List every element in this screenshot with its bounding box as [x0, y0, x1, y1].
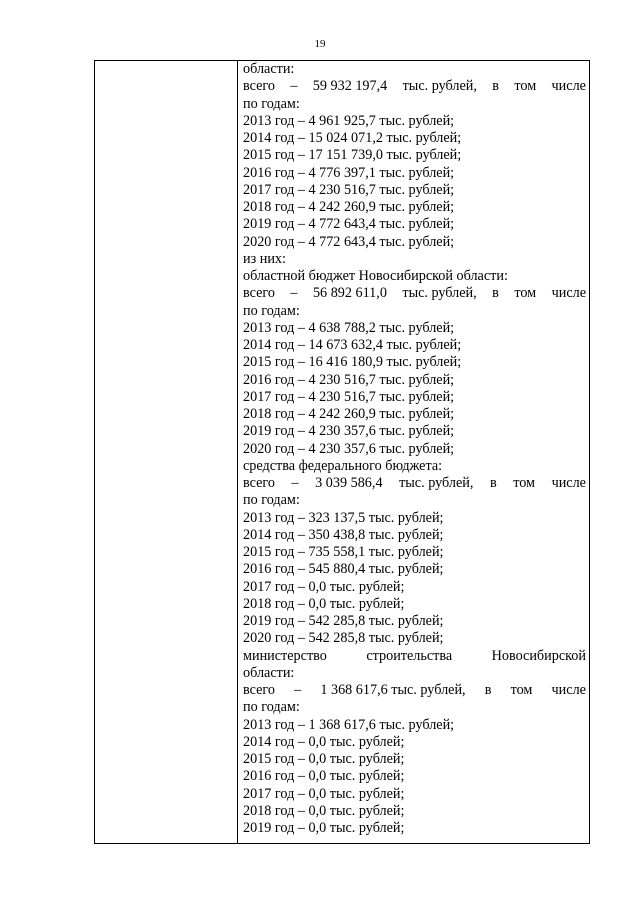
text-line: области: — [243, 664, 295, 681]
text-word: числе — [551, 78, 586, 95]
text-word: числе — [551, 475, 586, 491]
text-line: 2015 год – 16 416 180,9 тыс. рублей; — [243, 354, 462, 371]
text-word: том — [513, 475, 536, 491]
text-word: 1 368 617,6 тыс. рублей, — [320, 682, 466, 698]
text-word: в — [492, 285, 499, 302]
text-word: Новосибирской — [491, 647, 586, 664]
text-line: 2015 год – 17 151 739,0 тыс. рублей; — [243, 147, 462, 164]
text-word: том — [514, 78, 537, 95]
text-word: в — [484, 682, 492, 698]
text-line: по годам: — [243, 492, 300, 509]
text-line: средства федерального бюджета: — [243, 457, 443, 474]
text-word: – — [294, 682, 302, 698]
text-line: областной бюджет Новосибирской области: — [243, 268, 508, 284]
text-line: 2014 год – 350 438,8 тыс. рублей; — [243, 526, 444, 543]
text-line: 2018 год – 0,0 тыс. рублей; — [243, 595, 405, 612]
text-word: всего — [243, 285, 275, 302]
text-line: 2019 год – 4 772 643,4 тыс. рублей; — [243, 216, 455, 233]
text-word: тыс. рублей, — [399, 475, 474, 491]
text-line: 2016 год – 0,0 тыс. рублей; — [243, 768, 405, 785]
text-line: 2016 год – 4 230 516,7 тыс. рублей; — [243, 371, 455, 388]
text-line: 2013 год – 4 961 925,7 тыс. рублей; — [243, 112, 455, 129]
text-word: всего — [243, 78, 275, 95]
text-line: 2014 год – 15 024 071,2 тыс. рублей; — [243, 130, 462, 146]
text-line — [243, 78, 586, 95]
text-line: 2013 год – 1 368 617,6 тыс. рублей; — [243, 716, 455, 733]
text-word: – — [291, 475, 299, 491]
text-line: области: — [243, 61, 295, 77]
text-word: – — [290, 285, 298, 302]
text-word: всего — [243, 475, 275, 491]
text-line: 2018 год – 4 242 260,9 тыс. рублей; — [243, 199, 455, 215]
text-word: числе — [551, 285, 586, 302]
text-word: том — [510, 682, 533, 698]
text-word: тыс. рублей, — [402, 78, 477, 95]
text-line — [243, 682, 586, 699]
text-word: тыс. рублей, — [402, 285, 477, 302]
text-line: 2015 год – 735 558,1 тыс. рублей; — [243, 544, 444, 560]
column-divider — [237, 61, 238, 843]
text-line: 2017 год – 4 230 516,7 тыс. рублей; — [243, 388, 455, 405]
text-line: 2013 год – 323 137,5 тыс. рублей; — [243, 509, 444, 526]
text-word: числе — [551, 682, 586, 698]
text-word: строительства — [366, 647, 453, 664]
funding-table — [94, 60, 590, 844]
text-line: 2017 год – 0,0 тыс. рублей; — [243, 578, 405, 595]
text-word: всего — [243, 682, 275, 698]
text-line: 2017 год – 4 230 516,7 тыс. рублей; — [243, 181, 455, 198]
text-line — [243, 475, 586, 492]
text-line: 2019 год – 542 285,8 тыс. рублей; — [243, 613, 444, 629]
text-line: 2014 год – 0,0 тыс. рублей; — [243, 733, 405, 750]
text-line: по годам: — [243, 302, 300, 319]
text-word: 59 932 197,4 — [312, 78, 388, 95]
text-line: 2020 год – 4 230 357,6 тыс. рублей; — [243, 440, 455, 457]
text-line: 2014 год – 14 673 632,4 тыс. рублей; — [243, 337, 462, 353]
text-line: 2015 год – 0,0 тыс. рублей; — [243, 751, 405, 767]
text-word: в — [489, 475, 497, 491]
text-line: 2020 год – 542 285,8 тыс. рублей; — [243, 630, 444, 647]
text-line: 2019 год – 4 230 357,6 тыс. рублей; — [243, 423, 455, 440]
text-word: министерство — [243, 647, 327, 664]
text-line: 2016 год – 545 880,4 тыс. рублей; — [243, 561, 444, 578]
text-word: 56 892 611,0 — [312, 285, 387, 302]
text-word: 3 039 586,4 — [315, 475, 383, 491]
text-word: – — [290, 78, 298, 95]
funding-text-cell — [243, 61, 586, 837]
text-line: 2016 год – 4 776 397,1 тыс. рублей; — [243, 164, 455, 181]
page-number: 19 — [314, 38, 326, 50]
text-line: 2013 год – 4 638 788,2 тыс. рублей; — [243, 319, 455, 336]
text-word: в — [492, 78, 499, 95]
text-line: 2019 год – 0,0 тыс. рублей; — [243, 820, 405, 836]
text-line: по годам: — [243, 699, 300, 716]
text-line — [243, 648, 586, 665]
text-word: том — [514, 285, 537, 302]
text-line: из них: — [243, 250, 286, 267]
text-line: 2017 год – 0,0 тыс. рублей; — [243, 785, 405, 802]
text-line: 2018 год – 4 242 260,9 тыс. рублей; — [243, 406, 455, 422]
text-line: 2020 год – 4 772 643,4 тыс. рублей; — [243, 233, 455, 250]
text-line: 2018 год – 0,0 тыс. рублей; — [243, 802, 405, 819]
text-line — [243, 285, 586, 302]
text-line: по годам: — [243, 95, 300, 112]
